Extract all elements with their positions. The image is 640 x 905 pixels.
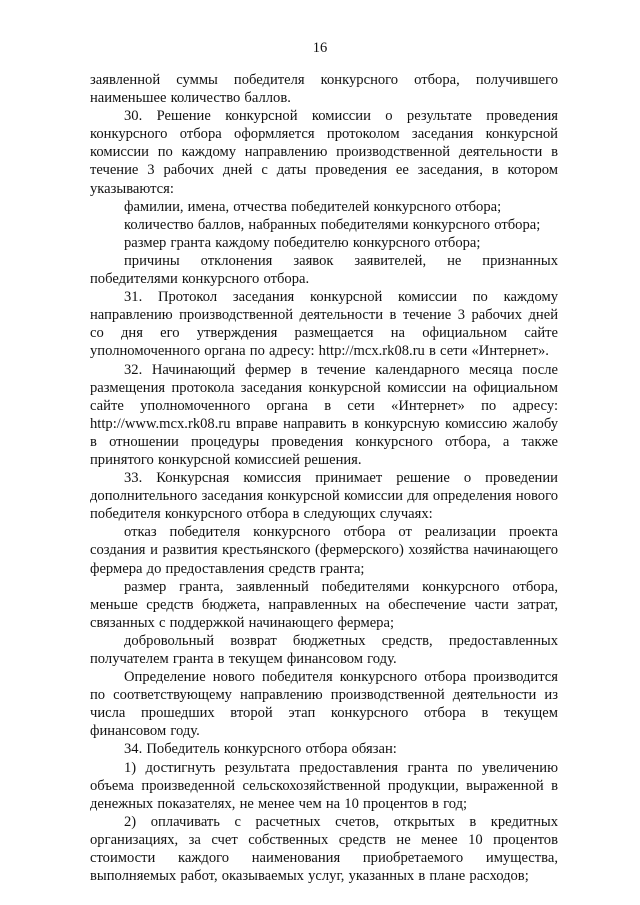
paragraph-item-31: 31. Протокол заседания конкурсной комиссии по каждому направлению производственной деятельности в течение 3 рабочих дней со дня его утверждения размещается на официальном сайте уполномоченного органа по адресу: http://mcx.rk08.ru в сети «Интернет».	[90, 289, 558, 360]
paragraph-continuation: заявленной суммы победителя конкурсного отбора, получившего наименьшее количество баллов.	[90, 72, 558, 107]
list-item-rejection-reasons: причины отклонения заявок заявителей, не признанных победителями конкурсного отбора.	[90, 252, 558, 288]
list-item-obligation-1: 1) достигнуть результата предоставления гранта по увеличению объема произведенной сельскохозяйственной продукции, выраженной в денежных показателях, не менее чем на 10 процентов в год;	[90, 759, 558, 812]
page-number: 16	[312, 40, 328, 56]
list-item-grant-size: размер гранта каждому победителю конкурсного отбора;	[124, 234, 481, 251]
paragraph-item-30: 30. Решение конкурсной комиссии о результате проведения конкурсного отбора оформляется протоколом заседания конкурсной комиссии по каждому направлению производственной деятельности в течение 3 рабочих дней с даты проведения ее заседания, в котором указываются:	[90, 108, 558, 197]
paragraph-item-32: 32. Начинающий фермер в течение календарного месяца после размещения протокола заседания конкурсной комиссии на официальном сайте уполномоченного органа в сети «Интернет» по адресу: http://www.mcx.rk08.ru вправе направить в конкурсную комиссию жалобу в отношении процедуры проведения конкурсного отбора, а также принятого конкурсной комиссией решения.	[90, 361, 558, 468]
paragraph-item-34: 34. Победитель конкурсного отбора обязан:	[124, 741, 397, 758]
list-item-grant-less: размер гранта, заявленный победителями конкурсного отбора, меньше средств бюджета, направленных на обеспечение части затрат, связанных с поддержкой начинающего фермера;	[90, 578, 558, 631]
paragraph-new-winner: Определение нового победителя конкурсного отбора производится по соответствующему направлению производственной деятельности из числа прошедших второй этап конкурсного отбора в текущем финансовом году.	[90, 669, 558, 740]
list-item-voluntary-return: добровольный возврат бюджетных средств, предоставленных получателем гранта в текущем финансовом году.	[90, 632, 558, 667]
list-item-scores: количество баллов, набранных победителями конкурсного отбора;	[124, 216, 541, 233]
list-item-refusal: отказ победителя конкурсного отбора от реализации проекта создания и развития крестьянского (фермерского) хозяйства начинающего фермера до предоставления средств гранта;	[90, 524, 558, 577]
list-item-names: фамилии, имена, отчества победителей конкурсного отбора;	[124, 198, 502, 215]
paragraph-item-33: 33. Конкурсная комиссия принимает решение о проведении дополнительного заседания конкурсной комиссии для определения нового победителя конкурсного отбора в следующих случаях:	[90, 470, 558, 523]
document-body	[90, 71, 558, 885]
list-item-obligation-2: 2) оплачивать с расчетных счетов, открытых в кредитных организациях, за счет собственных средств не менее 10 процентов стоимости каждого наименования приобретаемого имущества, выполняемых работ, оказываемых услуг, указанных в плане расходов;	[90, 813, 558, 885]
